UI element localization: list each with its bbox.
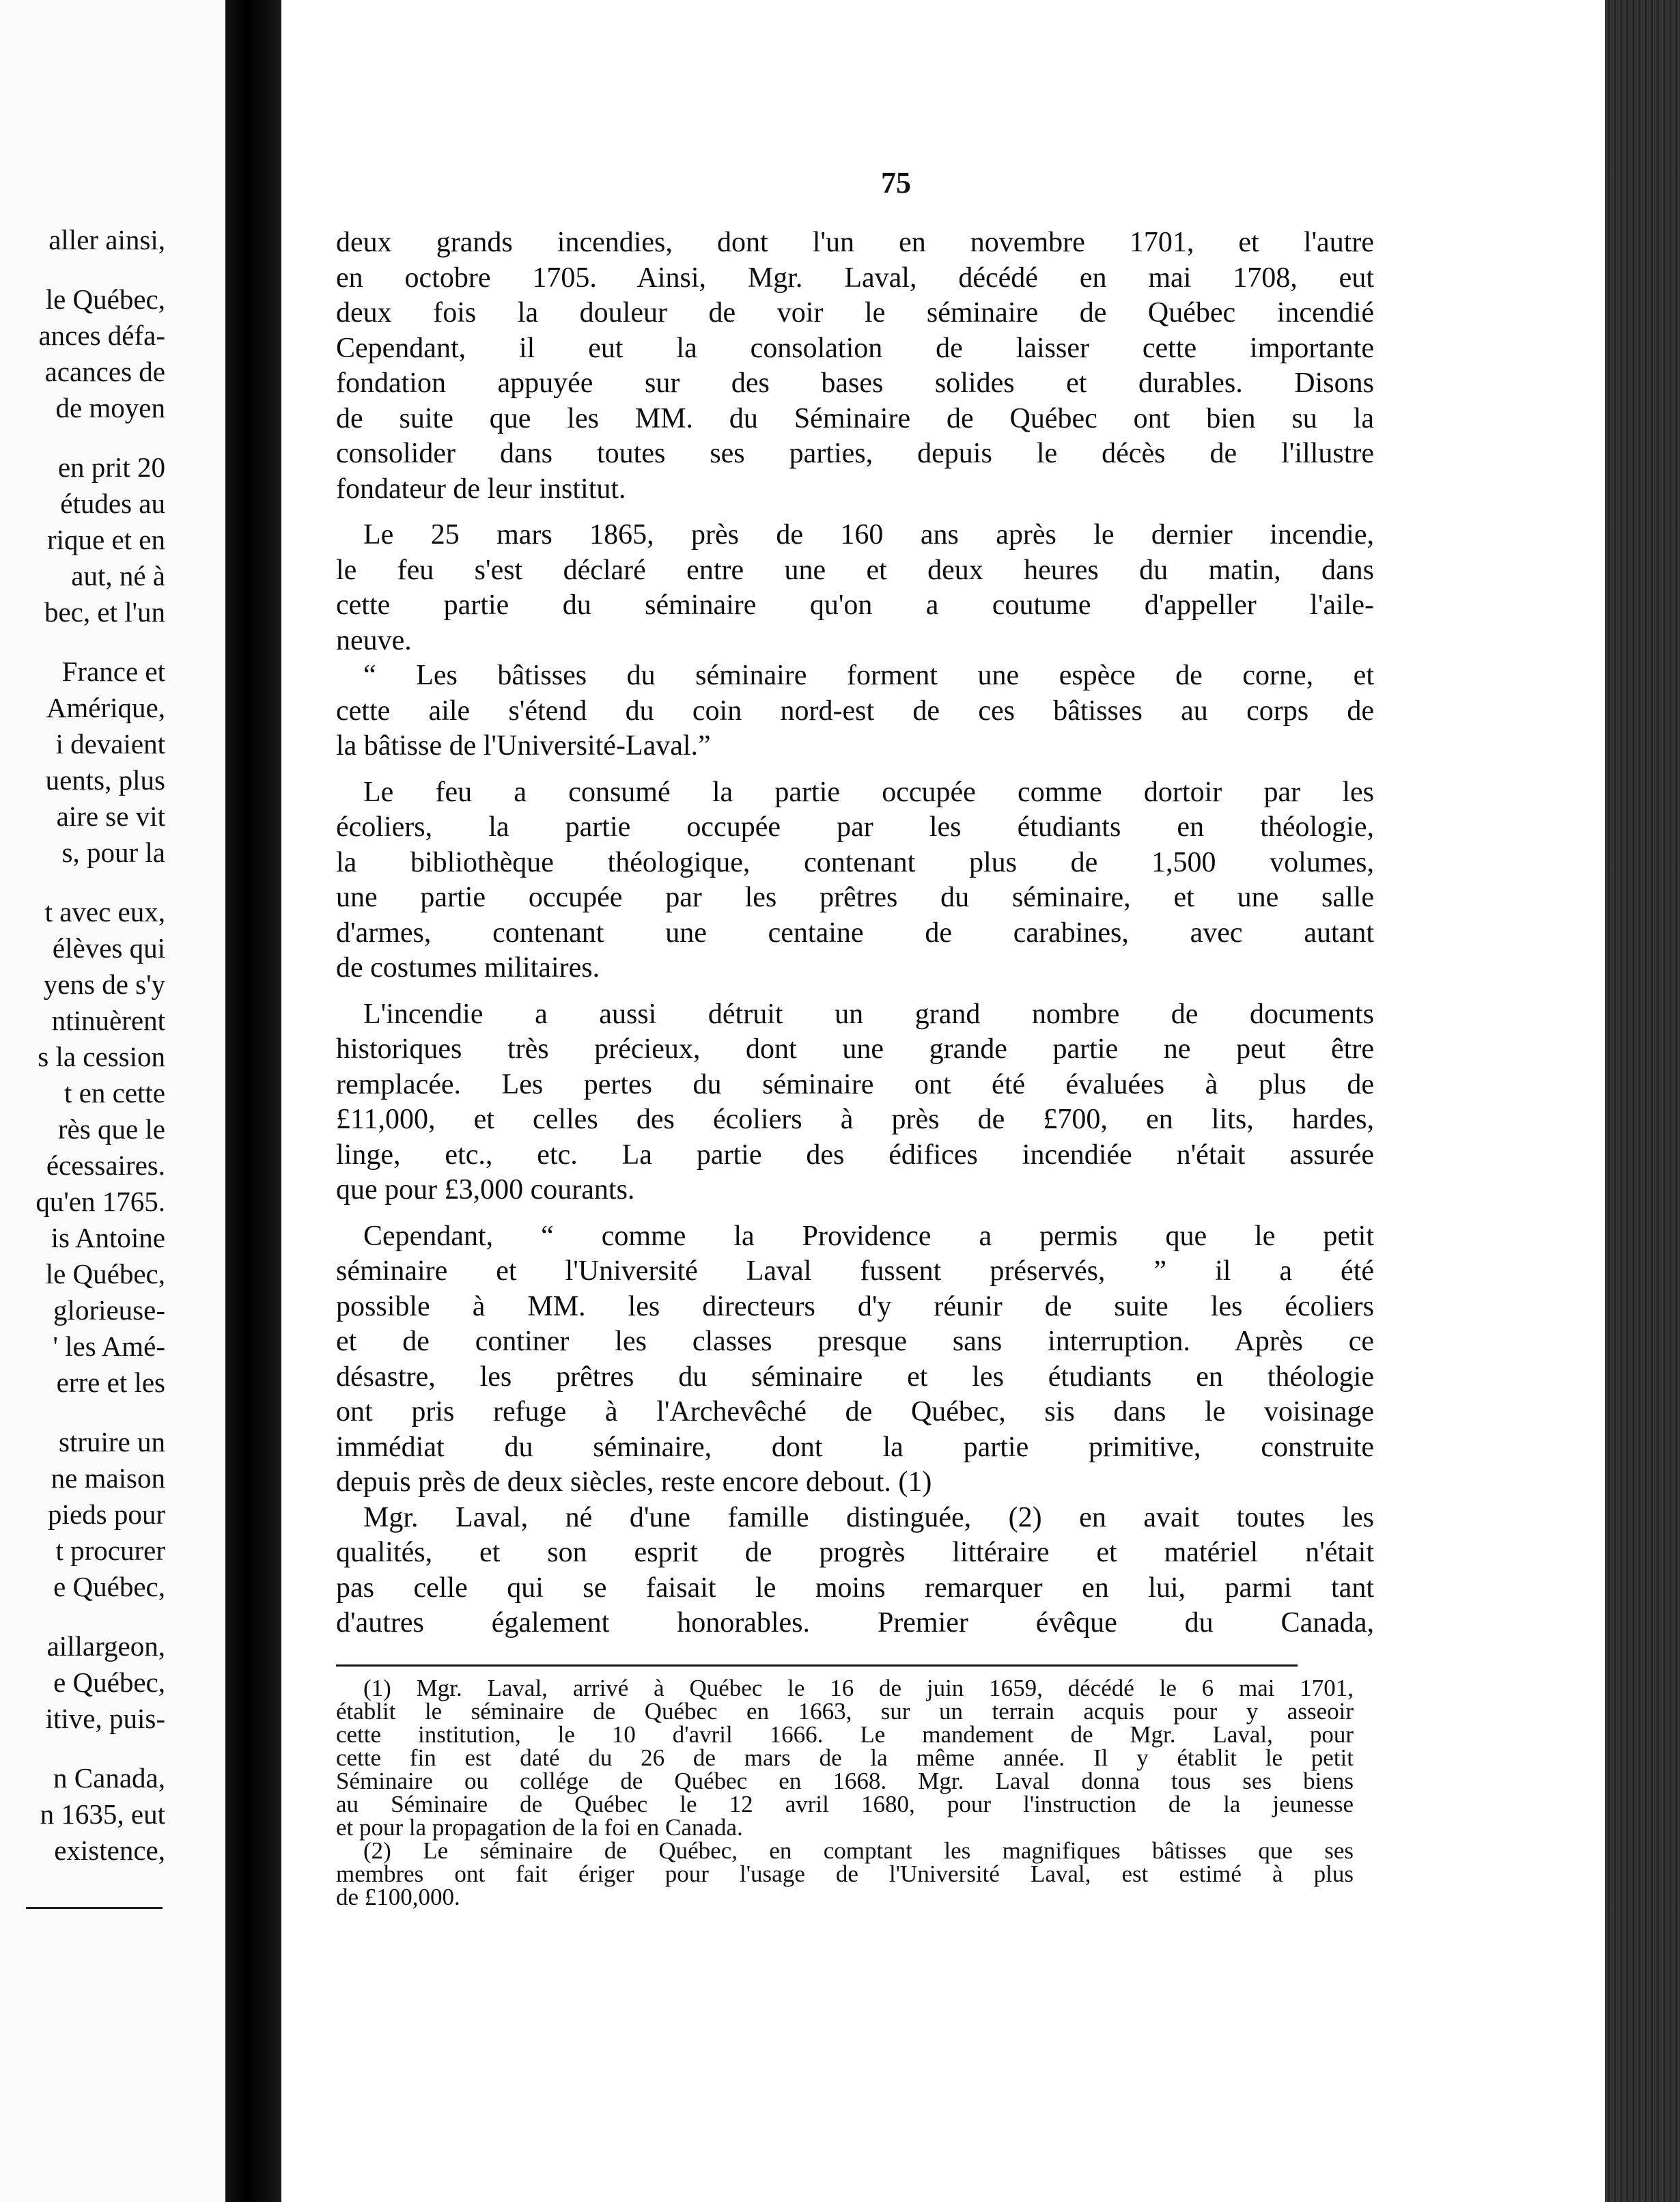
footnote-line: de £100,000.	[336, 1884, 460, 1910]
footnote-line: (1) Mgr. Laval, arrivé à Québec le 16 de juin 1659, décédé le 6 mai 1701,	[363, 1675, 1354, 1701]
left-page-footnote-rule	[26, 1907, 163, 1909]
left-page-line: qu'en 1765.	[36, 1186, 165, 1217]
footnote-line: membres ont fait ériger pour l'usage de l'Université Laval, est estimé à plus	[336, 1860, 1354, 1887]
body-line: consolider dans toutes ses parties, depuis le décès de l'illustre	[336, 438, 1374, 469]
body-line: cette partie du séminaire qu'on a coutume d'appeller l'aile-	[336, 589, 1374, 621]
left-page-line: Amérique,	[46, 692, 165, 723]
left-page-line: is Antoine	[51, 1222, 165, 1253]
body-line: £11,000, et celles des écoliers à près de £700, en lits, hardes,	[336, 1104, 1374, 1135]
left-page-line: n Canada,	[53, 1762, 165, 1794]
book-gutter	[225, 0, 281, 2202]
body-line: L'incendie a aussi détruit un grand nombre de documents	[363, 998, 1374, 1030]
left-page-line: en prit 20	[57, 451, 165, 483]
left-page-line: élèves qui	[52, 932, 165, 964]
body-line: depuis près de deux siècles, reste encore debout. (1)	[336, 1466, 932, 1498]
left-page-gap	[36, 258, 165, 281]
body-line: linge, etc., etc. La partie des édifices incendiée n'était assurée	[336, 1139, 1374, 1171]
left-page-line: le Québec,	[45, 1258, 165, 1290]
left-page-line: aire se vit	[56, 800, 165, 832]
left-page-line: erre et les	[56, 1367, 165, 1398]
body-line: qualités, et son esprit de progrès littéraire et matériel n'était	[336, 1537, 1374, 1568]
book-page-edges	[1605, 0, 1680, 2202]
left-page-line: aillargeon,	[46, 1630, 165, 1662]
left-page-line: t avec eux,	[44, 896, 165, 928]
left-page-line: ances défa-	[38, 320, 165, 351]
body-text	[336, 225, 1374, 1641]
footnote-line: cette institution, le 10 d'avril 1666. Le mandement de Mgr. Laval, pour	[336, 1721, 1354, 1748]
body-line: historiques très précieux, dont une grande partie ne peut être	[336, 1033, 1374, 1065]
left-page-gap	[36, 1605, 165, 1628]
footnote-line: Séminaire ou collége de Québec en 1668. Mgr. Laval donna tous ses biens	[336, 1768, 1354, 1794]
body-line: d'armes, contenant une centaine de carabines, avec autant	[336, 917, 1374, 949]
body-line: deux grands incendies, dont l'un en novembre 1701, et l'autre	[336, 227, 1374, 258]
left-facing-page	[0, 0, 225, 2202]
body-line: une partie occupée par les prêtres du séminaire, et une salle	[336, 882, 1374, 913]
left-page-line: existence,	[54, 1835, 165, 1866]
left-page-line: acances de	[44, 356, 165, 387]
body-line: cette aile s'étend du coin nord-est de ces bâtisses au corps de	[336, 695, 1374, 727]
body-line: Mgr. Laval, né d'une famille distinguée, (2) en avait toutes les	[363, 1501, 1374, 1533]
left-page-gap	[36, 1737, 165, 1760]
body-line: “ Les bâtisses du séminaire forment une espèce de corne, et	[363, 660, 1374, 691]
left-page-gap	[36, 1401, 165, 1424]
left-page-line: t procurer	[55, 1535, 165, 1566]
left-page-line: struire un	[59, 1426, 165, 1458]
body-line: que pour £3,000 courants.	[336, 1174, 635, 1205]
body-line: de suite que les MM. du Séminaire de Québec ont bien su la	[336, 402, 1374, 434]
left-page-line: écessaires.	[46, 1149, 165, 1181]
left-page-line: ' les Amé-	[53, 1330, 165, 1362]
body-line: fondation appuyée sur des bases solides et durables. Disons	[336, 367, 1374, 399]
left-page-line: aut, né à	[71, 560, 165, 591]
left-page-line: yens de s'y	[43, 968, 165, 1000]
left-page-line: rès que le	[57, 1113, 165, 1145]
left-page-gap	[36, 426, 165, 449]
left-page-gap	[36, 630, 165, 654]
left-page-line: aller ainsi,	[48, 224, 165, 255]
body-line: d'autres également honorables. Premier évêque du Canada,	[336, 1607, 1374, 1639]
left-page-gap	[36, 871, 165, 894]
body-line: la bibliothèque théologique, contenant plus de 1,500 volumes,	[336, 846, 1374, 878]
body-line: ont pris refuge à l'Archevêché de Québec, sis dans le voisinage	[336, 1396, 1374, 1427]
paragraph-gap	[336, 1208, 1374, 1219]
body-line: Cependant, “ comme la Providence a permis que le petit	[363, 1220, 1374, 1252]
body-line: en octobre 1705. Ainsi, Mgr. Laval, décédé en mai 1708, eut	[336, 262, 1374, 294]
left-page-line: pieds pour	[48, 1499, 165, 1530]
body-line: le feu s'est déclaré entre une et deux heures du matin, dans	[336, 554, 1374, 586]
left-page-line: e Québec,	[53, 1667, 165, 1698]
body-line: deux fois la douleur de voir le séminaire de Québec incendié	[336, 297, 1374, 329]
body-line: séminaire et l'Université Laval fussent préservés, ” il a été	[336, 1255, 1374, 1287]
body-line: Le 25 mars 1865, près de 160 ans après le dernier incendie,	[363, 519, 1374, 550]
body-line: Cependant, il eut la consolation de laisser cette importante	[336, 332, 1374, 364]
main-page	[281, 0, 1605, 2202]
footnote-line: et pour la propagation de la foi en Canada.	[336, 1814, 743, 1841]
footnote-line: établit le séminaire de Québec en 1663, sur un terrain acquis pour y asseoir	[336, 1698, 1354, 1725]
left-page-line: n 1635, eut	[40, 1798, 165, 1830]
paragraph-gap	[336, 507, 1374, 518]
left-page-line: e Québec,	[53, 1571, 165, 1602]
left-page-line: rique et en	[46, 524, 165, 555]
footnote-line: (2) Le séminaire de Québec, en comptant les magnifiques bâtisses que ses	[363, 1837, 1354, 1864]
left-page-line: i devaient	[55, 728, 165, 759]
left-page-line: s la cession	[38, 1041, 165, 1072]
body-line: la bâtisse de l'Université-Laval.”	[336, 730, 711, 762]
left-page-line: uents, plus	[45, 764, 165, 796]
body-line: possible à MM. les directeurs d'y réunir de suite les écoliers	[336, 1290, 1374, 1322]
page-number: 75	[881, 166, 911, 199]
left-page-line: s, pour la	[61, 837, 165, 868]
body-line: écoliers, la partie occupée par les étudiants en théologie,	[336, 811, 1374, 843]
left-page-line: t en cette	[64, 1077, 165, 1109]
body-line: Le feu a consumé la partie occupée comme dortoir par les	[363, 776, 1374, 808]
footnote-line: au Séminaire de Québec le 12 avril 1680, pour l'instruction de la jeunesse	[336, 1791, 1354, 1817]
left-page-line: ntinuèrent	[51, 1005, 165, 1036]
paragraph-gap	[336, 986, 1374, 997]
left-page-line: bec, et l'un	[44, 596, 165, 628]
body-line: désastre, les prêtres du séminaire et les étudiants en théologie	[336, 1361, 1374, 1393]
body-line: remplacée. Les pertes du séminaire ont été évaluées à plus de	[336, 1068, 1374, 1100]
left-page-line: de moyen	[55, 392, 165, 423]
footnote-rule	[336, 1664, 1298, 1667]
left-page-line: le Québec,	[45, 283, 165, 315]
left-page-line: France et	[61, 656, 165, 687]
body-line: immédiat du séminaire, dont la partie primitive, construite	[336, 1431, 1374, 1463]
body-line: fondateur de leur institut.	[336, 473, 626, 505]
left-page-text	[36, 222, 165, 1869]
body-line: neuve.	[336, 624, 412, 656]
footnotes	[336, 1677, 1354, 1909]
paragraph-gap	[336, 764, 1374, 775]
left-page-line: études au	[60, 488, 165, 519]
body-line: de costumes militaires.	[336, 952, 600, 984]
body-line: et de continer les classes presque sans interruption. Après ce	[336, 1326, 1374, 1357]
left-page-line: ne maison	[51, 1462, 165, 1494]
footnote-line: cette fin est daté du 26 de mars de la même année. Il y établit le petit	[336, 1744, 1354, 1771]
left-page-line: itive, puis-	[45, 1703, 165, 1734]
body-line: pas celle qui se faisait le moins remarquer en lui, parmi tant	[336, 1572, 1374, 1604]
left-page-line: glorieuse-	[53, 1294, 165, 1326]
